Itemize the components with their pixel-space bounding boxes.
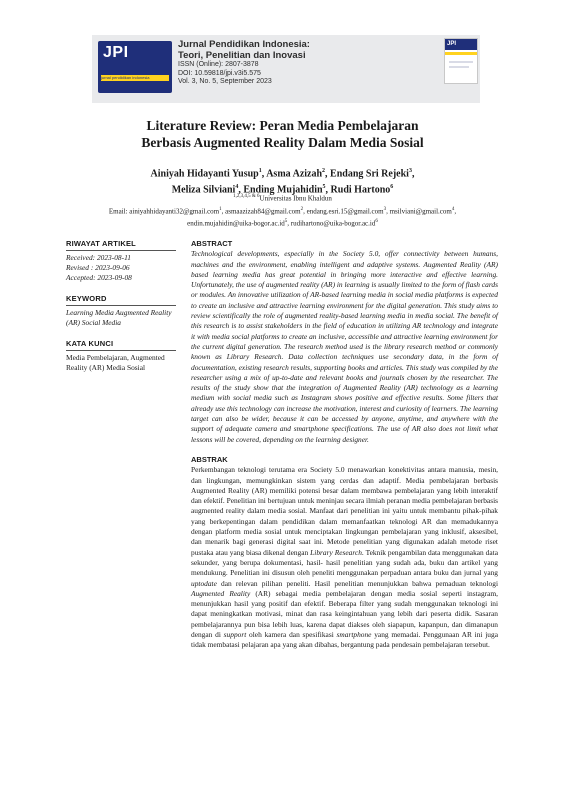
- affiliation-name: Universitas Ibnu Khaldun: [259, 194, 332, 203]
- author-list: [60, 165, 505, 197]
- author-sep: ,: [325, 184, 331, 196]
- author-sep: ,: [261, 168, 267, 180]
- abstract-english-text: Technological developments, especially in the Society 5.0, offer connectivity between humans, machines and the environment, enabling intelligent and adaptive systems. Augmented Reality (AR) based learning media has great potential in bringing more interactive and effective learning. Unfortunately, the use of augmented reality (AR) in learning is usually limited to the form of flash cards or modules. An innovative utilization of AR-based learning media in social media platforms is expected to create an inclusive and attractive learning environment for the digital generation. This study aims to review scientifically the role of augmented reality-based learning media in media social. The benefit of this research is to assist stakeholders in the field of education in utilizing AR technology and integrate it with media social platforms to create an inclusive, accessible and attractive learning environment for the current digital generation. The research method used is the library research method or commonly known as Library Research. Data collection techniques use secondary data, in the form of documentation, existing research results, supporting books and articles. This study was compiled by the researcher using a mix of up-to-date and relevant books and journals chosen by the researcher. The results of the study show that the integration of Augmented Reality (AR) technology as a learning medium with social media such as Instagram shows positive and effective results. Some filters that already use this technology can increase the motivation, interest and curiosity of learners. The learning target can also be wider, because it can be accessed by anyone, anytime, and anywhere with the support of adequate camera and smartphone specifications. The use of AR also does not limit what lessons will be covered, depending on the learning designer.: [191, 249, 498, 444]
- abstrak-segment-italic: smartphone: [336, 629, 372, 639]
- author-name: Meliza Silviani: [171, 184, 236, 196]
- abstract-column: [191, 239, 498, 651]
- author-sup: 5: [322, 183, 326, 190]
- author-name: Rudi Hartono: [330, 184, 391, 196]
- email-sup: 3: [383, 207, 387, 212]
- abstrak-heading: ABSTRAK: [191, 454, 228, 464]
- email-line-1: [40, 205, 525, 217]
- cover-title: JPI: [445, 39, 477, 50]
- authors-line-1: [60, 165, 505, 181]
- logo-text: JPI: [103, 44, 129, 61]
- title-line-1: Literature Review: Peran Media Pembelajaran: [146, 118, 419, 133]
- email-line-2: [40, 217, 525, 229]
- email-text[interactable]: Email: ainiyahhidayanti32@gmail.com: [108, 207, 220, 216]
- katakunci-heading: KATA KUNCI: [66, 339, 114, 348]
- email-text[interactable]: endin.mujahidin@uika-bogor.ac.id: [187, 219, 285, 228]
- abstrak-indonesian-text: [191, 465, 498, 650]
- logo-subtitle: jurnal pendidikan indonesia: [101, 75, 169, 81]
- abstrak-segment-italic: support: [223, 629, 247, 639]
- abstrak-segment-italic: Library Research: [310, 547, 362, 557]
- journal-cover-thumbnail: [444, 38, 478, 84]
- abstrak-segment-italic: Augmented Reality: [191, 588, 251, 598]
- email-sup: 4: [451, 207, 455, 212]
- author-sup: 4: [235, 183, 239, 190]
- abstrak-segment: dan relevan pilihan peneliti. Hasil penelitian menunjukkan bahwa pemaduan teknologi: [216, 578, 498, 588]
- journal-volume: Vol. 3, No. 5, September 2023: [178, 78, 272, 86]
- email-sup: 2: [300, 207, 304, 212]
- keywords: Learning Media Augmented Reality (AR) Social Media: [66, 308, 172, 327]
- author-sup: 1: [258, 168, 262, 174]
- affiliation: [60, 193, 505, 202]
- author-sup: 6: [390, 183, 394, 190]
- cover-band: [445, 52, 477, 55]
- abstrak-segment: (AR) sebagai media pembelajaran dengan media sosial seperti instagram, menunjukkan hasil yang positif dan efektif. Beberapa filter yang sudah menggunakan teknologi ini dapat meningkatkan motivasi, minat dan rasa keingintahuan yang lebih dari peserta didik. Sasaran pembelajarannya pun bisa lebih luas, karena dapat diakses oleh siapapun, kapanpun, dan dimanapun dengan di: [191, 588, 498, 639]
- author-sup: 2: [322, 168, 326, 174]
- abstrak-segment: Perkembangan teknologi terutama era Society 5.0 menawarkan konektivitas antara manusia, mesin, dan lingkungan, memungkinkan sistem yang cerdas dan adaptif. Media pembelajaran berbasis Augmented Reality (AR) memiliki potensi besar dalam membawa pembelajaran yang lebih interaktif dan efektif. Penelitian ini bertujuan untuk meninjau secara ilmiah peranan media pembelajaran berbasis augmented reality dalam media sosial. Manfaat dari penelitian ini yaitu untuk membantu pihak-pihak yang berkepentingan dalam pendidikan dalam memanfaatkan teknologi AR dan memadukannya dengan platform media sosial untuk menciptakan lingkungan pembelajaran yang inklusif, aksesibel, dan menarik bagi generasi digital saat ini. Metode penelitian yang digunakan adalah metode riset pustaka atau yang biasa dikenal dengan: [191, 465, 498, 557]
- author-sup: 3: [408, 168, 412, 174]
- accepted-date: Accepted: 2023-09-08: [66, 273, 132, 282]
- journal-logo: [98, 41, 172, 93]
- abstrak-segment: oleh kamera dan spesifikasi: [246, 629, 337, 639]
- abstract-heading: ABSTRACT: [191, 239, 233, 248]
- journal-info: [178, 39, 428, 87]
- author-sep: ,: [411, 168, 415, 180]
- divider: [66, 305, 176, 306]
- author-name: Asma Azizah: [266, 168, 323, 180]
- email-sup: 1: [219, 207, 222, 212]
- author-name: Endang Sri Rejeki: [330, 168, 409, 180]
- journal-issn: ISSN (Online): 2807-3878: [178, 61, 259, 68]
- author-sep: ,: [325, 168, 331, 180]
- cover-line: [449, 61, 473, 63]
- history-heading: RIWAYAT ARTIKEL: [66, 239, 136, 248]
- author-emails: [40, 205, 525, 229]
- email-text[interactable]: , msilviani@gmail.com: [386, 207, 452, 216]
- email-text[interactable]: , asmaazizah84@gmail.com: [221, 207, 301, 216]
- abstrak-segment: yang memadai. Penggunaan AR ini juga tidak membatasi pelajaran apa yang akan dibahas, bergantung pada pendesain pembelajaran tersebut.: [191, 629, 498, 650]
- katakunci: Media Pembelajaran, Augmented Reality (AR) Media Sosial: [66, 353, 165, 372]
- author-name: Ainiyah Hidayanti Yusup: [150, 168, 259, 180]
- author-sep: ,: [238, 184, 244, 196]
- divider: [66, 350, 176, 351]
- journal-doi[interactable]: DOI: 10.59818/jpi.v3i5.575: [178, 69, 261, 77]
- email-text[interactable]: , endang.esri.15@gmail.com: [303, 207, 384, 216]
- author-name: Ending Mujahidin: [243, 184, 323, 196]
- affiliation-sup: 1,2,3,4,5 & 6: [233, 194, 260, 199]
- email-text[interactable]: , rudihartono@uika-bogor.ac.id: [287, 219, 376, 228]
- cover-line: [449, 66, 469, 68]
- title-line-2: Berbasis Augmented Reality Dalam Media Sosial: [141, 135, 424, 150]
- journal-name: Jurnal Pendidikan Indonesia:: [178, 39, 310, 50]
- abstrak-segment: . Teknik pengambilan data menggunakan data sekunder, yang berupa dokumentasi, hasil- hasil penelitian yang sudah ada, buku dan artikel yang mendukung. Penelitian ini disusun oleh peneliti menggunakan perpaduan antara buku dan jurnal yang: [191, 547, 498, 578]
- article-sidebar: [66, 239, 176, 373]
- article-title: [60, 117, 505, 151]
- divider: [66, 250, 176, 251]
- journal-subtitle: Teori, Penelitian dan Inovasi: [178, 50, 306, 61]
- received-date: Received: 2023-08-11: [66, 253, 131, 262]
- keyword-heading: KEYWORD: [66, 294, 107, 303]
- email-text: ,: [454, 207, 457, 216]
- revised-date: Revised : 2023-09-06: [66, 263, 130, 272]
- email-sup: 5: [284, 218, 288, 224]
- abstrak-segment-italic: uptodate: [191, 578, 217, 588]
- email-sup: 6: [375, 218, 378, 224]
